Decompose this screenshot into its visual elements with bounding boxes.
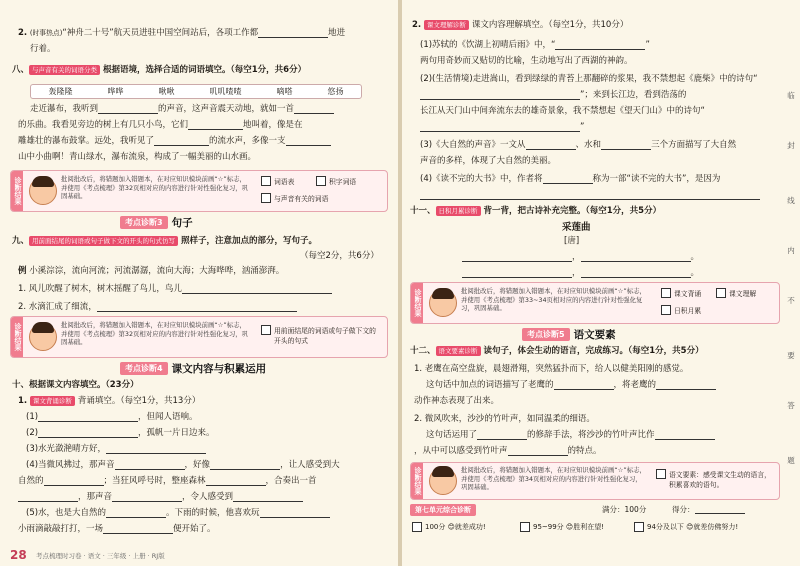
question-instruction: 课文内容理解填空。（每空1分，共10分）	[471, 20, 629, 30]
diagnosis-instruction: 批阅批改后，将错题加入错题本，在对应知识模块前画“☆”标志，并使用《考点梳理》第34页相对应的内容进行针对性强化复习，巩固基础。	[461, 466, 646, 492]
r-line-7b	[420, 190, 760, 200]
answer-blank[interactable]	[601, 149, 651, 150]
passage-blank[interactable]	[188, 129, 243, 130]
answer-blank[interactable]	[115, 469, 185, 470]
line-text: ”	[580, 122, 585, 132]
line-text: (1)	[26, 412, 39, 422]
seal-line-char: 封	[787, 141, 795, 150]
answer-blank[interactable]	[543, 183, 593, 184]
seal-line-char: 临	[787, 91, 795, 100]
line-text: ，令人感受到	[182, 492, 234, 502]
line-text: (4)当微风拂过，那声音	[26, 460, 115, 470]
line-text: 称为一部“读不完的大书”，是因为	[592, 174, 721, 184]
question-text: 2. 水滴汇成了细流，	[18, 302, 97, 312]
word-option: 嘀嗒	[276, 87, 293, 96]
section-tag: 语文要素诊断	[436, 346, 481, 356]
checkbox-accumulation[interactable]	[661, 305, 701, 315]
q2-continuation: 行着。	[30, 44, 56, 54]
diagnosis-instruction: 批阅批改后，将错题加入错题本，在对应知识模块前画“☆”标志，并使用《考点梳理》第32页相对应的内容进行针对性强化复习，巩固基础。	[61, 175, 249, 201]
checkbox-icon[interactable]	[412, 522, 422, 532]
checkbox-icon[interactable]	[716, 288, 726, 298]
answer-blank[interactable]	[655, 439, 715, 440]
section-12-header	[410, 346, 704, 356]
seal-line-char: 不	[787, 296, 795, 305]
q2-tag: (时事热点)	[29, 29, 63, 37]
answer-blank[interactable]	[210, 469, 280, 470]
answer-blank[interactable]	[44, 485, 104, 486]
r-line-4: 长江从天门山中间奔流东去的雄奇景象，我不禁想起《望天门山》中的诗句“	[420, 106, 705, 116]
diagnosis-instruction: 批阅批改后，将错题加入错题本，在对应知识模块前画“☆”标志，并使用《考点梳理》第33~34页相对应的内容进行针对性强化复习，巩固基础。	[461, 287, 646, 313]
page-number: 28	[10, 548, 27, 562]
poem-title: 采莲曲	[562, 222, 591, 233]
checkbox-icon[interactable]	[520, 522, 530, 532]
section-8-tag: 与声音有关的词语分类	[29, 65, 100, 75]
banner-tag: 考点诊断3	[120, 216, 168, 229]
line-text: ，孤帆一片日边来。	[138, 428, 215, 438]
answer-blank[interactable]	[477, 439, 527, 440]
answer-blank[interactable]	[112, 501, 182, 502]
word-option: 哗哗	[107, 87, 124, 96]
diagnosis-label: 诊断结果	[411, 283, 423, 323]
poem-line-2: ， 。	[462, 268, 699, 278]
r-line-2: 两句用奇妙而又贴切的比喻，生动地写出了西湖的神韵。	[420, 56, 633, 66]
checkbox-label: 课文背诵	[674, 290, 702, 298]
section-number: 十一、	[410, 206, 436, 216]
word-bank	[30, 84, 362, 99]
answer-blank[interactable]	[97, 311, 297, 312]
answer-blank[interactable]	[462, 277, 572, 278]
score-option-100[interactable]	[412, 522, 486, 532]
line-text: (4)《读不完的大书》中，作者将	[420, 174, 543, 184]
seal-line-char: 内	[787, 246, 795, 255]
question-text: ，将老鹰的	[613, 380, 657, 390]
question-instruction: 背诵填空。（每空1分，共13分）	[77, 396, 201, 406]
score-blank[interactable]	[695, 513, 745, 514]
checkbox-label: 用前面结尾的词语或句子做下文的开头的句式	[274, 327, 376, 345]
checkbox-recite[interactable]	[661, 288, 701, 298]
banner-tag: 考点诊断5	[522, 328, 570, 341]
section-8-instruction: 根据语境，选择合适的词语填空。（每空1分，共6分）	[103, 65, 307, 75]
answer-blank[interactable]	[656, 389, 716, 390]
r-line-1	[420, 40, 650, 50]
question-tag: 课文背诵诊断	[30, 396, 75, 406]
passage-blank[interactable]	[98, 113, 158, 114]
seal-line-char: 要	[787, 351, 795, 360]
score-option-label: 100分 😊就差成功!	[425, 523, 486, 531]
section-9-tag: 用前面结尾的词语或句子做下文的开头的句式仿写	[29, 236, 178, 246]
line-text: (2)	[26, 428, 39, 438]
checkbox-label: 语文要素：感受课文生动的语言，积累喜欢的语句。	[669, 471, 771, 489]
checkbox-icon[interactable]	[634, 522, 644, 532]
answer-blank[interactable]	[233, 501, 303, 502]
q2-blank[interactable]	[258, 37, 328, 38]
line-text: ；当狂风呼号时，整座森林	[103, 476, 206, 486]
passage-text: 地叫着，像是在	[243, 120, 303, 130]
section-instruction: 读句子，体会生动的语言，完成练习。（每空1分，共5分）	[483, 346, 704, 356]
section-banner-5	[522, 326, 616, 342]
unit-diagnosis-bar: 第七单元综合诊断	[410, 504, 476, 516]
checkbox-icon[interactable]	[261, 193, 271, 203]
question-number: 2.	[412, 20, 422, 30]
answer-blank[interactable]	[581, 277, 691, 278]
answer-blank[interactable]	[106, 453, 206, 454]
s12-q2-fill	[426, 430, 715, 440]
example-label: 例	[18, 266, 27, 276]
student-avatar-icon	[429, 289, 457, 317]
line-text: ，那声音	[78, 492, 113, 502]
line-text: ，让人感受到大	[280, 460, 340, 470]
diagnosis-label: 诊断结果	[11, 171, 23, 211]
s12-q2-text: 2. 微风吹来，沙沙的竹叶声，如同温柔的细语。	[414, 414, 595, 424]
checkbox-comprehension[interactable]	[716, 288, 756, 298]
question-number: 1.	[18, 396, 28, 406]
line-text: (5)水，也是大自然的	[26, 508, 107, 518]
word-option: 悠扬	[327, 87, 344, 96]
r-line-5	[420, 140, 736, 150]
banner-tag: 考点诊断4	[120, 362, 168, 375]
score-option-label: 94分及以下 😊就差仿佛努力!	[647, 523, 739, 531]
recite-2	[26, 428, 215, 438]
line-text: ，但闻人语响。	[138, 412, 198, 422]
banner-title: 句子	[171, 216, 193, 229]
diagnosis-box-1	[10, 170, 388, 212]
left-page	[0, 0, 398, 566]
s12-q1-fill	[426, 380, 716, 390]
poem-author: [唐]	[564, 236, 580, 246]
answer-blank[interactable]	[18, 501, 78, 502]
passage-line-2	[18, 120, 303, 130]
line-text: 、水和	[575, 140, 602, 150]
banner-title: 语文要素	[573, 328, 616, 341]
passage-text: 走近瀑布，我听到	[30, 104, 99, 114]
s10-q1-header	[18, 396, 200, 406]
answer-blank[interactable]	[103, 533, 173, 534]
s12-q2-end	[414, 446, 602, 456]
passage-text: 的流水声，多像一支	[209, 136, 286, 146]
answer-blank[interactable]	[508, 455, 568, 456]
checkbox-icon[interactable]	[656, 469, 666, 479]
section-9-score: （每空2分，共6分）	[300, 251, 379, 261]
recite-8	[18, 524, 216, 534]
banner-title: 课文内容与积累运用	[171, 362, 267, 375]
right-page	[402, 0, 800, 566]
student-avatar-icon	[29, 323, 57, 351]
poem-line-1: ， 。	[462, 252, 699, 262]
answer-blank[interactable]	[420, 99, 580, 100]
seal-line-char: 答	[787, 401, 795, 410]
checkbox-label: 词语表	[274, 178, 295, 186]
q2-number: 2.	[18, 28, 28, 38]
r-line-3: (2)(生活情境)走进嵩山，看到绿绿的青苔上那翻碎的浆果，我不禁想起《鹿柴》中的诗句“	[420, 74, 758, 84]
diagnosis-label: 诊断结果	[11, 317, 23, 357]
r-line-7	[420, 174, 720, 184]
passage-blank[interactable]	[294, 113, 334, 114]
checkbox-icon[interactable]	[261, 325, 271, 335]
s9-q2	[18, 302, 297, 312]
seal-line-char: 线	[787, 196, 795, 205]
answer-blank[interactable]	[38, 437, 138, 438]
passage-text: 雕雄壮的瀑布鼓掌。远处，我听见了	[18, 136, 155, 146]
checkbox-icon[interactable]	[316, 176, 326, 186]
answer-blank[interactable]	[554, 389, 614, 390]
line-text: ，合奏出一首	[265, 476, 317, 486]
answer-blank[interactable]	[581, 261, 691, 262]
q2-end: 地进	[328, 28, 346, 38]
score-option-95[interactable]	[520, 522, 604, 532]
recite-7	[26, 508, 330, 518]
recite-4	[26, 460, 340, 470]
answer-blank[interactable]	[555, 49, 645, 50]
score-label: 得分：	[672, 505, 695, 514]
line-text: ”；来到长江边，看到浩荡的	[580, 90, 687, 100]
line-text: 自然的	[18, 476, 44, 486]
answer-blank[interactable]	[38, 421, 138, 422]
answer-blank[interactable]	[462, 261, 572, 262]
question-text: 这句话中加点的词语描写了老鹰的	[426, 380, 554, 390]
line-text: ”	[645, 40, 650, 50]
question-text: ，从中可以感受到竹叶声	[414, 446, 508, 456]
answer-blank[interactable]	[206, 485, 266, 486]
recite-1	[26, 412, 198, 422]
answer-blank[interactable]	[526, 149, 576, 150]
s12-q1-end: 动作神态表现了出来。	[414, 396, 500, 406]
s12-q1-text: 1. 老鹰在高空盘旋，晨翅滑翔，突然猛扑而下，给人以健美阳刚的感觉。	[414, 364, 689, 374]
checkbox-sentence-pattern[interactable]	[261, 325, 381, 345]
line-text: (3)水光潋滟晴方好，	[26, 444, 107, 454]
diagnosis-box-3	[410, 282, 780, 324]
r-q2-header	[412, 20, 628, 30]
answer-blank[interactable]	[260, 517, 330, 518]
recite-6	[18, 492, 303, 502]
q2-line	[18, 28, 345, 38]
line-text: (3)《大自然的声音》一文从	[420, 140, 526, 150]
recite-3	[26, 444, 206, 454]
section-8-number: 八、	[12, 65, 30, 75]
answer-blank[interactable]	[182, 293, 332, 294]
section-11-header	[410, 206, 661, 216]
diagnosis-instruction: 批阅批改后，将错题加入错题本，在对应知识模块前画“☆”标志，并使用《考点梳理》第32页相对应的内容进行针对性强化复习，巩固基础。	[61, 321, 249, 347]
r-line-6: 声音的多样，体现了大自然的美丽。	[420, 156, 557, 166]
recite-5	[18, 476, 317, 486]
word-option: 啾啾	[158, 87, 175, 96]
section-8-header	[12, 65, 306, 75]
line-text: 。下雨的时候，他喜欢玩	[166, 508, 260, 518]
section-10-header: 十、根据课文内容填空。（23分）	[12, 380, 139, 390]
question-text: 1. 风儿吹醒了树木，树木摇醒了鸟儿，鸟儿	[18, 284, 182, 294]
example-line	[18, 266, 284, 276]
line-text: 小雨滴敲敲打打，一场	[18, 524, 104, 534]
score-option-94[interactable]	[634, 522, 738, 532]
passage-blank[interactable]	[286, 145, 331, 146]
line-text: (1)苏轼的《饮湖上初晴后雨》中，“	[420, 40, 556, 50]
checkbox-label: 课文理解	[729, 290, 757, 298]
section-banner-3	[120, 214, 193, 230]
r-line-3b	[420, 90, 686, 100]
student-avatar-icon	[29, 177, 57, 205]
checkbox-label: 积字词语	[329, 178, 357, 186]
question-text: 的修辞手法，将沙沙的竹叶声比作	[527, 430, 655, 440]
section-instruction: 背一背，把古诗补充完整。（每空1分，共5分）	[483, 206, 662, 216]
line-text: 便开始了。	[173, 524, 216, 534]
section-tag: 日积月累诊断	[436, 206, 481, 216]
answer-blank[interactable]	[106, 517, 166, 518]
answer-blank[interactable]	[420, 199, 760, 200]
checkbox-label: 与声音有关的词语	[274, 195, 329, 203]
seal-line-char: 题	[787, 456, 795, 465]
s9-q1	[18, 284, 332, 294]
diagnosis-label: 诊断结果	[411, 463, 423, 499]
passage-text: 的声音，这声音震天动地，就如一首	[158, 104, 295, 114]
passage-text: 的乐曲。我看见旁边的树上有几只小鸟，它们	[18, 120, 189, 130]
q2-text: “神舟二十号”航天员进驻中国空间站后，各项工作都	[62, 28, 259, 38]
checkbox-language-element[interactable]	[656, 469, 774, 489]
checkbox-label: 日积月累	[674, 307, 702, 315]
section-9-header	[12, 236, 317, 246]
line-text: 三个方面描写了大自然	[651, 140, 737, 150]
section-banner-4	[120, 360, 266, 376]
line-text: ，好像	[184, 460, 211, 470]
diagnosis-box-2	[10, 316, 388, 358]
full-score: 满分：100分	[602, 505, 647, 514]
page-footer: 考点梳理时习卷 · 语文 · 三年级 · 上册 · RJ版	[36, 552, 165, 560]
my-score	[672, 505, 745, 514]
example-text: 小溪淙淙，流向河流；河流潺潺，流向大海；大海哗哗，汹涌澎湃。	[29, 266, 285, 276]
passage-blank[interactable]	[154, 145, 209, 146]
checkbox-icon[interactable]	[661, 305, 671, 315]
question-tag: 课文理解诊断	[424, 20, 469, 30]
score-option-label: 95~99分 😊胜利在望!	[533, 523, 605, 531]
passage-line-1	[30, 104, 334, 114]
section-9-number: 九、	[12, 236, 30, 246]
section-9-instruction: 照样子，注意加点的部分，写句子。	[181, 236, 318, 246]
word-option: 轰隆隆	[48, 87, 73, 96]
answer-blank[interactable]	[420, 131, 580, 132]
checkbox-icon[interactable]	[261, 176, 271, 186]
question-text: 这句话运用了	[426, 430, 478, 440]
r-line-4b	[420, 122, 584, 132]
section-number: 十二、	[410, 346, 436, 356]
checkbox-words[interactable]	[261, 176, 294, 186]
diagnosis-box-4	[410, 462, 780, 500]
question-text: 的特点。	[567, 446, 602, 456]
checkbox-icon[interactable]	[661, 288, 671, 298]
student-avatar-icon	[429, 467, 457, 495]
checkbox-vocab[interactable]	[316, 176, 356, 186]
checkbox-sound-words[interactable]	[261, 193, 328, 203]
passage-line-4: 山中小曲啊！青山绿水，瀑布流泉，构成了一幅美丽的山水画。	[18, 152, 257, 162]
word-option: 叽叽喳喳	[209, 87, 242, 96]
passage-line-3	[18, 136, 331, 146]
